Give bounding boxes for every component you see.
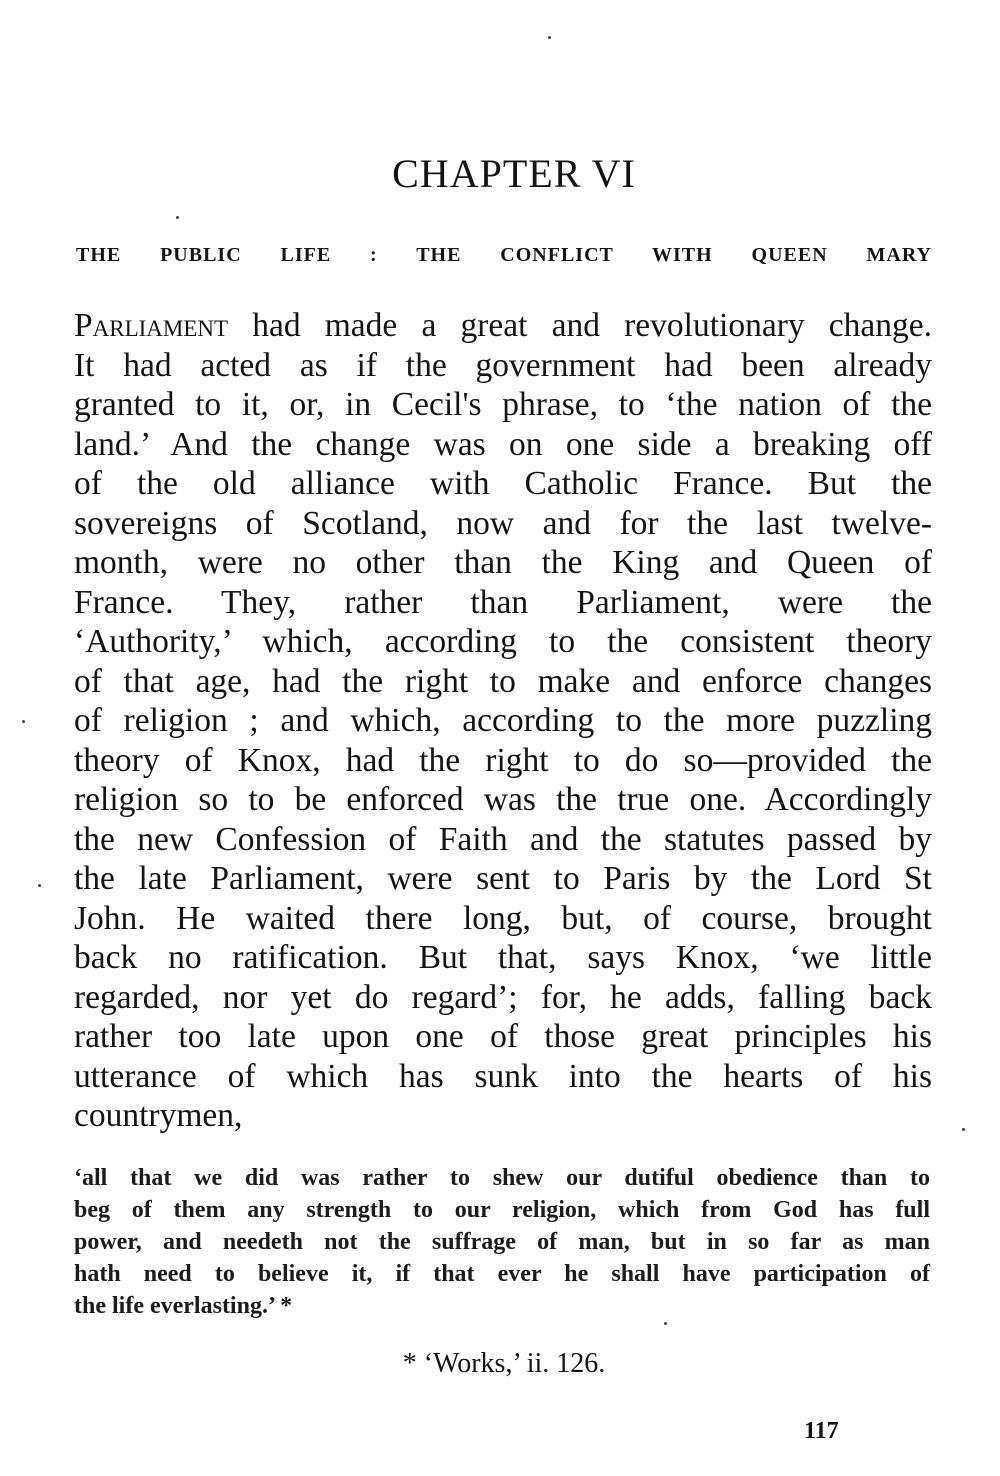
quote-line: hath need to believe it, if that ever he shall have participation of bbox=[74, 1261, 930, 1287]
body-line: of that age, had the right to make and enforce changes bbox=[74, 662, 932, 700]
body-line: the late Parliament, were sent to Paris by the Lord St bbox=[74, 860, 932, 897]
body-line: John. He waited there long, but, of course, brought bbox=[74, 899, 932, 937]
body-line: back no ratification. But that, says Knox, ‘we little bbox=[74, 939, 932, 976]
page-number: 117 bbox=[804, 1418, 839, 1444]
chapter-title: CHAPTER VI bbox=[392, 151, 636, 196]
body-line: of the old alliance with Catholic France. But the bbox=[74, 465, 932, 502]
quote-line: beg of them any strength to our religion, which from God has full bbox=[74, 1197, 930, 1223]
scan-speck bbox=[176, 216, 179, 219]
quote-line: ‘all that we did was rather to shew our dutiful obedience than to bbox=[74, 1165, 930, 1191]
body-line: rather too late upon one of those great principles his bbox=[74, 1018, 932, 1055]
footnote: * ‘Works,’ ii. 126. bbox=[402, 1348, 606, 1379]
scan-speck bbox=[962, 1128, 965, 1131]
body-line: It had acted as if the government had been already bbox=[74, 346, 932, 384]
body-line: France. They, rather than Parliament, were the bbox=[74, 583, 932, 621]
body-line: ‘Authority,’ which, according to the consistent theory bbox=[74, 623, 932, 660]
scan-speck bbox=[38, 884, 41, 887]
body-line: utterance of which has sunk into the hearts of his bbox=[74, 1057, 932, 1095]
body-line: religion so to be enforced was the true one. Accordingly bbox=[74, 781, 932, 818]
opening-word: Parliament bbox=[74, 307, 229, 344]
quote-line: the life everlasting.’ * bbox=[74, 1293, 293, 1319]
body-paragraph bbox=[74, 306, 932, 1136]
body-line: granted to it, or, in Cecil's phrase, to ‘the nation of the bbox=[74, 386, 932, 423]
body-line: month, were no other than the King and Queen of bbox=[74, 544, 932, 581]
body-line: regarded, nor yet do regard’; for, he adds, falling back bbox=[74, 978, 932, 1016]
scan-speck bbox=[22, 720, 25, 723]
scan-speck bbox=[664, 1322, 667, 1325]
chapter-subtitle: THE PUBLIC LIFE : THE CONFLICT WITH QUEEN MARY bbox=[76, 244, 932, 266]
body-line: of religion ; and which, according to the more puzzling bbox=[74, 702, 932, 739]
body-line: land.’ And the change was on one side a breaking off bbox=[74, 425, 932, 463]
body-line: the new Confession of Faith and the statutes passed by bbox=[74, 820, 932, 858]
block-quote bbox=[74, 1162, 930, 1322]
body-line: Parliament had made a great and revolutionary change. bbox=[74, 307, 932, 344]
body-line: countrymen, bbox=[74, 1097, 243, 1134]
body-line: sovereigns of Scotland, now and for the last twelve- bbox=[74, 504, 932, 542]
quote-line: power, and needeth not the suffrage of man, but in so far as man bbox=[74, 1229, 930, 1255]
scan-speck bbox=[548, 36, 551, 39]
body-line: theory of Knox, had the right to do so—provided the bbox=[74, 741, 932, 779]
